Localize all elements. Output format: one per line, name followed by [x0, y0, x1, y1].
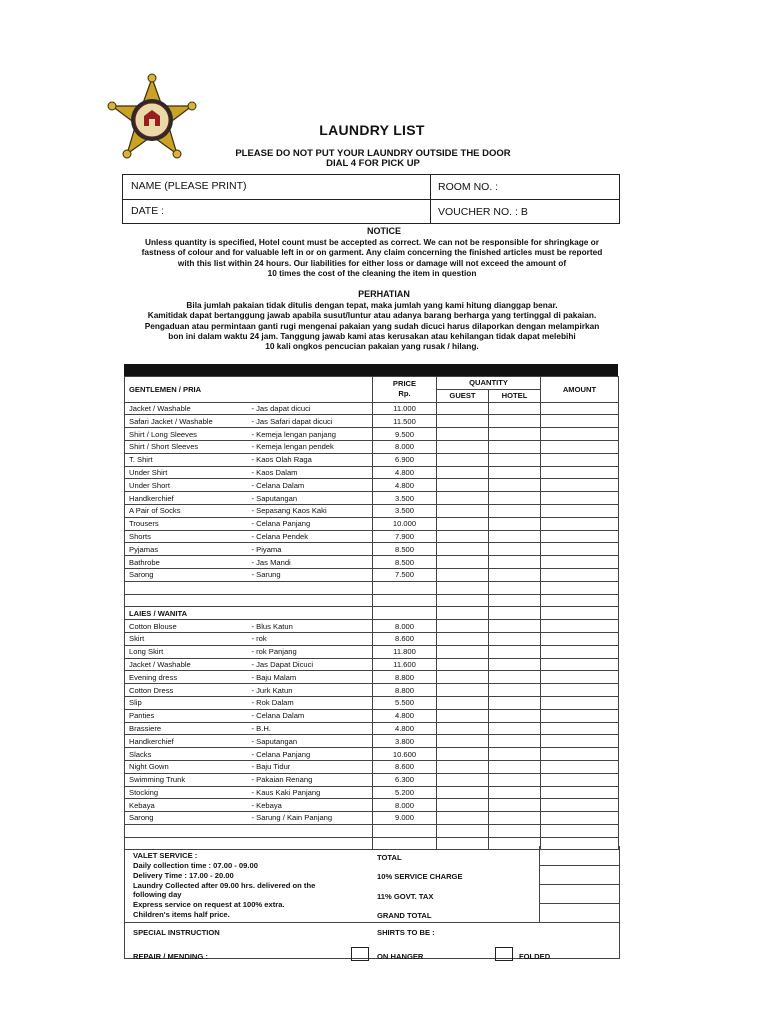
item-price: 4.800 [373, 709, 437, 722]
item-name: Jacket / Washable [125, 402, 249, 415]
table-row [125, 568, 619, 581]
hotel-quantity-cell[interactable] [489, 735, 541, 748]
item-name: Cotton Dress [125, 684, 249, 697]
guest-info-box [122, 174, 620, 224]
item-name: Slip [125, 696, 249, 709]
on-hanger-label: ON HANGER [377, 952, 424, 961]
item-price: 5.200 [373, 786, 437, 799]
table-row [125, 428, 619, 441]
guest-quantity-cell[interactable] [437, 799, 489, 812]
item-name: Cotton Blouse [125, 620, 249, 633]
section-ladies: LAIES / WANITA [125, 607, 249, 620]
amount-cell[interactable] [541, 504, 619, 517]
amount-cell[interactable] [541, 760, 619, 773]
item-description: - Jas Dapat Dicuci [249, 658, 373, 671]
totals-section [124, 846, 620, 959]
table-row [125, 504, 619, 517]
item-name: Kebaya [125, 799, 249, 812]
guest-quantity-cell[interactable] [437, 568, 489, 581]
item-price: 5.500 [373, 696, 437, 709]
item-name: Panties [125, 709, 249, 722]
guest-quantity-cell[interactable] [437, 492, 489, 505]
item-price: 11.500 [373, 415, 437, 428]
item-price: 8.800 [373, 684, 437, 697]
hotel-quantity-cell[interactable] [489, 632, 541, 645]
item-price: 8.800 [373, 671, 437, 684]
guest-quantity-cell[interactable] [437, 786, 489, 799]
item-description: - Celana Dalam [249, 479, 373, 492]
item-description: - Saputangan [249, 735, 373, 748]
item-description: - Rok Dalam [249, 696, 373, 709]
hotel-quantity-cell[interactable] [489, 453, 541, 466]
item-name: Trousers [125, 517, 249, 530]
guest-quantity-cell[interactable] [437, 658, 489, 671]
item-price: 10.600 [373, 748, 437, 761]
guest-quantity-cell[interactable] [437, 735, 489, 748]
hotel-quantity-cell[interactable] [489, 799, 541, 812]
guest-quantity-cell[interactable] [437, 556, 489, 569]
item-price: 10.000 [373, 517, 437, 530]
item-price: 7.900 [373, 530, 437, 543]
item-description: - Kebaya [249, 799, 373, 812]
item-name: A Pair of Socks [125, 504, 249, 517]
hotel-header: HOTEL [489, 389, 541, 402]
item-price: 6.900 [373, 453, 437, 466]
table-row [125, 671, 619, 684]
amount-cell[interactable] [541, 568, 619, 581]
perhatian-text: Bila jumlah pakaian tidak ditulis dengan tepat, maka jumlah yang kami hitung dianggap benar. Kamitidak dapat bertanggung jawab apabila susut/luntur atau adanya barang berharga yang tertinggal di pakaian. Pengaduan atau permintaan ganti rugi mengenai pakaian yang sudah dicuci harus dilaporkan dengan melampirkan bon ini dalam waktu 24 jam. Tanggung jawab kami atas kerusakan atau kehilangan tidak dapat melebihi 10 kali ongkos pencucian pakaian yang rusak / hilang. [144, 300, 600, 352]
hotel-quantity-cell[interactable] [489, 492, 541, 505]
guest-quantity-cell[interactable] [437, 620, 489, 633]
item-description: - Celana Pendek [249, 530, 373, 543]
item-name: Long Skirt [125, 645, 249, 658]
item-name: Pyjamas [125, 543, 249, 556]
total-amount-cell[interactable] [539, 846, 620, 866]
item-name: Under Shirt [125, 466, 249, 479]
item-description: - Celana Dalam [249, 709, 373, 722]
table-row [125, 760, 619, 773]
page-title: LAUNDRY LIST [319, 122, 425, 138]
item-name: Night Gown [125, 760, 249, 773]
table-row [125, 658, 619, 671]
item-description: - Sepasang Kaos Kaki [249, 504, 373, 517]
table-row [125, 773, 619, 786]
amount-cell[interactable] [541, 773, 619, 786]
item-description: - rok [249, 632, 373, 645]
amount-cell[interactable] [541, 620, 619, 633]
amount-cell[interactable] [541, 658, 619, 671]
notice-text: Unless quantity is specified, Hotel count must be accepted as correct. We can not be responsible for shringkage or fastness of colour and for valuable left in or on garment. Any claim concerning the finished articles must be reported with this list within 24 hours. Our liabilities for either loss or damage will not exceed the amount of 10 times the cost of the cleaning the item in question [141, 237, 603, 278]
table-row [125, 799, 619, 812]
hotel-quantity-cell[interactable] [489, 722, 541, 735]
item-description: - Kaus Kaki Panjang [249, 786, 373, 799]
hotel-star-badge-logo [104, 72, 200, 168]
guest-quantity-cell[interactable] [437, 645, 489, 658]
voucher-number-field[interactable]: VOUCHER NO. : B [438, 206, 528, 218]
item-description: - Jurk Katun [249, 684, 373, 697]
date-field[interactable]: DATE : [131, 205, 165, 217]
amount-cell[interactable] [541, 645, 619, 658]
amount-cell[interactable] [541, 786, 619, 799]
price-header: PRICE Rp. [373, 377, 437, 403]
item-name: Brassiere [125, 722, 249, 735]
service-charge-label: 10% SERVICE CHARGE [377, 872, 463, 881]
item-description: - Saputangan [249, 492, 373, 505]
amount-cell[interactable] [541, 632, 619, 645]
table-row [125, 735, 619, 748]
amount-cell[interactable] [541, 696, 619, 709]
table-row [125, 466, 619, 479]
table-row [125, 812, 619, 825]
guest-quantity-cell[interactable] [437, 428, 489, 441]
item-description: - Kemeja lengan pendek [249, 440, 373, 453]
item-price: 9.000 [373, 812, 437, 825]
amount-cell[interactable] [541, 722, 619, 735]
guest-quantity-cell[interactable] [437, 466, 489, 479]
item-price: 4.800 [373, 722, 437, 735]
grand-total-label: GRAND TOTAL [377, 911, 432, 920]
item-price: 8.600 [373, 760, 437, 773]
item-name: Sarong [125, 568, 249, 581]
shirts-to-be-label: SHIRTS TO BE : [377, 928, 435, 937]
hotel-quantity-cell[interactable] [489, 402, 541, 415]
hotel-quantity-cell[interactable] [489, 428, 541, 441]
item-description: - Celana Panjang [249, 748, 373, 761]
item-price: 7.500 [373, 568, 437, 581]
item-name: Stocking [125, 786, 249, 799]
item-price: 11.600 [373, 658, 437, 671]
amount-cell[interactable] [541, 556, 619, 569]
item-description: - Jas Mandi [249, 556, 373, 569]
hotel-quantity-cell[interactable] [489, 684, 541, 697]
table-row [125, 492, 619, 505]
quantity-header: QUANTITY [437, 377, 541, 390]
item-price: 8.600 [373, 632, 437, 645]
name-field[interactable]: NAME (PLEASE PRINT) [131, 180, 247, 192]
amount-cell[interactable] [541, 492, 619, 505]
amount-cell[interactable] [541, 684, 619, 697]
hotel-quantity-cell[interactable] [489, 748, 541, 761]
item-name: Shirt / Short Sleeves [125, 440, 249, 453]
govt-tax-amount-cell[interactable] [539, 884, 620, 904]
item-price: 9.500 [373, 428, 437, 441]
guest-header: GUEST [437, 389, 489, 402]
perhatian-heading: PERHATIAN [358, 289, 410, 299]
hotel-quantity-cell[interactable] [489, 568, 541, 581]
item-description: - Jas Safari dapat dicuci [249, 415, 373, 428]
guest-quantity-cell[interactable] [437, 415, 489, 428]
hotel-quantity-cell[interactable] [489, 658, 541, 671]
item-name: Shirt / Long Sleeves [125, 428, 249, 441]
service-charge-amount-cell[interactable] [539, 865, 620, 885]
guest-quantity-cell[interactable] [437, 440, 489, 453]
item-name: Evening dress [125, 671, 249, 684]
item-name: Shorts [125, 530, 249, 543]
item-name: Bathrobe [125, 556, 249, 569]
hotel-quantity-cell[interactable] [489, 479, 541, 492]
item-description: - Sarung [249, 568, 373, 581]
guest-quantity-cell[interactable] [437, 760, 489, 773]
item-description: - B.H. [249, 722, 373, 735]
item-name: Handkerchief [125, 735, 249, 748]
table-row [125, 479, 619, 492]
guest-quantity-cell[interactable] [437, 402, 489, 415]
item-price: 6.300 [373, 773, 437, 786]
item-price: 8.500 [373, 556, 437, 569]
hotel-quantity-cell[interactable] [489, 773, 541, 786]
govt-tax-label: 11% GOVT. TAX [377, 892, 434, 901]
table-row [125, 543, 619, 556]
notice-heading: NOTICE [366, 226, 401, 236]
hotel-quantity-cell[interactable] [489, 415, 541, 428]
table-row [125, 415, 619, 428]
subtitle-pickup: DIAL 4 FOR PICK UP [326, 158, 420, 169]
grand-total-amount-cell[interactable] [539, 903, 620, 923]
guest-quantity-cell[interactable] [437, 504, 489, 517]
guest-quantity-cell[interactable] [437, 517, 489, 530]
item-name: Handkerchief [125, 492, 249, 505]
table-row [125, 748, 619, 761]
hotel-quantity-cell[interactable] [489, 786, 541, 799]
amount-cell[interactable] [541, 709, 619, 722]
amount-cell[interactable] [541, 748, 619, 761]
item-price: 8.000 [373, 620, 437, 633]
item-description: - Kaos Olah Raga [249, 453, 373, 466]
table-row [125, 556, 619, 569]
item-name: Safari Jacket / Washable [125, 415, 249, 428]
amount-cell[interactable] [541, 453, 619, 466]
hotel-quantity-cell[interactable] [489, 466, 541, 479]
amount-cell[interactable] [541, 799, 619, 812]
item-description: - Kaos Dalam [249, 466, 373, 479]
table-row [125, 722, 619, 735]
item-price: 11.000 [373, 402, 437, 415]
hotel-quantity-cell[interactable] [489, 671, 541, 684]
guest-quantity-cell[interactable] [437, 543, 489, 556]
guest-quantity-cell[interactable] [437, 479, 489, 492]
hotel-quantity-cell[interactable] [489, 543, 541, 556]
table-row [125, 709, 619, 722]
item-price: 3.500 [373, 504, 437, 517]
item-description: - Jas dapat dicuci [249, 402, 373, 415]
item-description: - Baju Malam [249, 671, 373, 684]
hotel-quantity-cell[interactable] [489, 504, 541, 517]
table-row [125, 632, 619, 645]
amount-cell[interactable] [541, 402, 619, 415]
item-price: 3.800 [373, 735, 437, 748]
item-name: T. Shirt [125, 453, 249, 466]
amount-cell[interactable] [541, 466, 619, 479]
special-instruction-label: SPECIAL INSTRUCTION [133, 928, 220, 937]
subtitle-door-warning: PLEASE DO NOT PUT YOUR LAUNDRY OUTSIDE THE DOOR [235, 148, 511, 159]
table-row [125, 786, 619, 799]
hotel-quantity-cell[interactable] [489, 440, 541, 453]
item-price: 11.800 [373, 645, 437, 658]
hotel-quantity-cell[interactable] [489, 645, 541, 658]
guest-quantity-cell[interactable] [437, 709, 489, 722]
table-row [125, 645, 619, 658]
guest-quantity-cell[interactable] [437, 812, 489, 825]
item-name: Slacks [125, 748, 249, 761]
item-description: - Piyama [249, 543, 373, 556]
hotel-quantity-cell[interactable] [489, 760, 541, 773]
guest-quantity-cell[interactable] [437, 671, 489, 684]
amount-cell[interactable] [541, 428, 619, 441]
item-name: Jacket / Washable [125, 658, 249, 671]
table-row [125, 530, 619, 543]
on-hanger-checkbox[interactable] [351, 947, 369, 961]
amount-cell[interactable] [541, 440, 619, 453]
table-row [125, 517, 619, 530]
amount-cell[interactable] [541, 543, 619, 556]
guest-quantity-cell[interactable] [437, 773, 489, 786]
table-row [125, 440, 619, 453]
item-description: - Pakaian Renang [249, 773, 373, 786]
item-price: 4.800 [373, 466, 437, 479]
guest-quantity-cell[interactable] [437, 530, 489, 543]
item-description: - Celana Panjang [249, 517, 373, 530]
repair-mending-label: REPAIR / MENDING : [133, 952, 208, 961]
amount-cell[interactable] [541, 812, 619, 825]
amount-cell[interactable] [541, 415, 619, 428]
item-description: - Baju Tidur [249, 760, 373, 773]
item-description: - Kemeja lengan panjang [249, 428, 373, 441]
table-row [125, 684, 619, 697]
guest-quantity-cell[interactable] [437, 684, 489, 697]
table-row [125, 696, 619, 709]
item-description: - Blus Katun [249, 620, 373, 633]
room-number-field[interactable]: ROOM NO. : [438, 181, 499, 193]
amount-cell[interactable] [541, 479, 619, 492]
amount-cell[interactable] [541, 530, 619, 543]
total-label: TOTAL [377, 853, 402, 862]
table-row [125, 453, 619, 466]
folded-label: FOLDED [519, 952, 551, 961]
hotel-quantity-cell[interactable] [489, 709, 541, 722]
amount-header: AMOUNT [541, 377, 619, 403]
item-name: Skirt [125, 632, 249, 645]
laundry-price-table [124, 376, 619, 850]
guest-quantity-cell[interactable] [437, 722, 489, 735]
item-price: 3.500 [373, 492, 437, 505]
item-description: - Sarung / Kain Panjang [249, 812, 373, 825]
section-gentlemen: GENTLEMEN / PRIA [125, 377, 249, 403]
item-price: 4.800 [373, 479, 437, 492]
hotel-quantity-cell[interactable] [489, 517, 541, 530]
guest-quantity-cell[interactable] [437, 748, 489, 761]
table-row [125, 402, 619, 415]
item-price: 8.500 [373, 543, 437, 556]
hotel-quantity-cell[interactable] [489, 620, 541, 633]
item-description: - rok Panjang [249, 645, 373, 658]
amount-cell[interactable] [541, 671, 619, 684]
hotel-quantity-cell[interactable] [489, 556, 541, 569]
table-header-bar [124, 364, 618, 376]
item-price: 8.000 [373, 799, 437, 812]
item-price: 8.000 [373, 440, 437, 453]
table-row [125, 620, 619, 633]
amount-cell[interactable] [541, 735, 619, 748]
hotel-quantity-cell[interactable] [489, 530, 541, 543]
valet-heading: VALET SERVICE : [133, 851, 198, 860]
hotel-quantity-cell[interactable] [489, 696, 541, 709]
valet-details: Daily collection time : 07.00 - 09.00 Delivery Time : 17.00 - 20.00 Laundry Collected after 09.00 hrs. delivered on the following day Express service on request at 100% extra. Children's items half price. [133, 861, 316, 919]
item-name: Sarong [125, 812, 249, 825]
hotel-quantity-cell[interactable] [489, 812, 541, 825]
guest-quantity-cell[interactable] [437, 696, 489, 709]
guest-quantity-cell[interactable] [437, 632, 489, 645]
item-name: Swimming Trunk [125, 773, 249, 786]
amount-cell[interactable] [541, 517, 619, 530]
item-name: Under Short [125, 479, 249, 492]
guest-quantity-cell[interactable] [437, 453, 489, 466]
folded-checkbox[interactable] [495, 947, 513, 961]
